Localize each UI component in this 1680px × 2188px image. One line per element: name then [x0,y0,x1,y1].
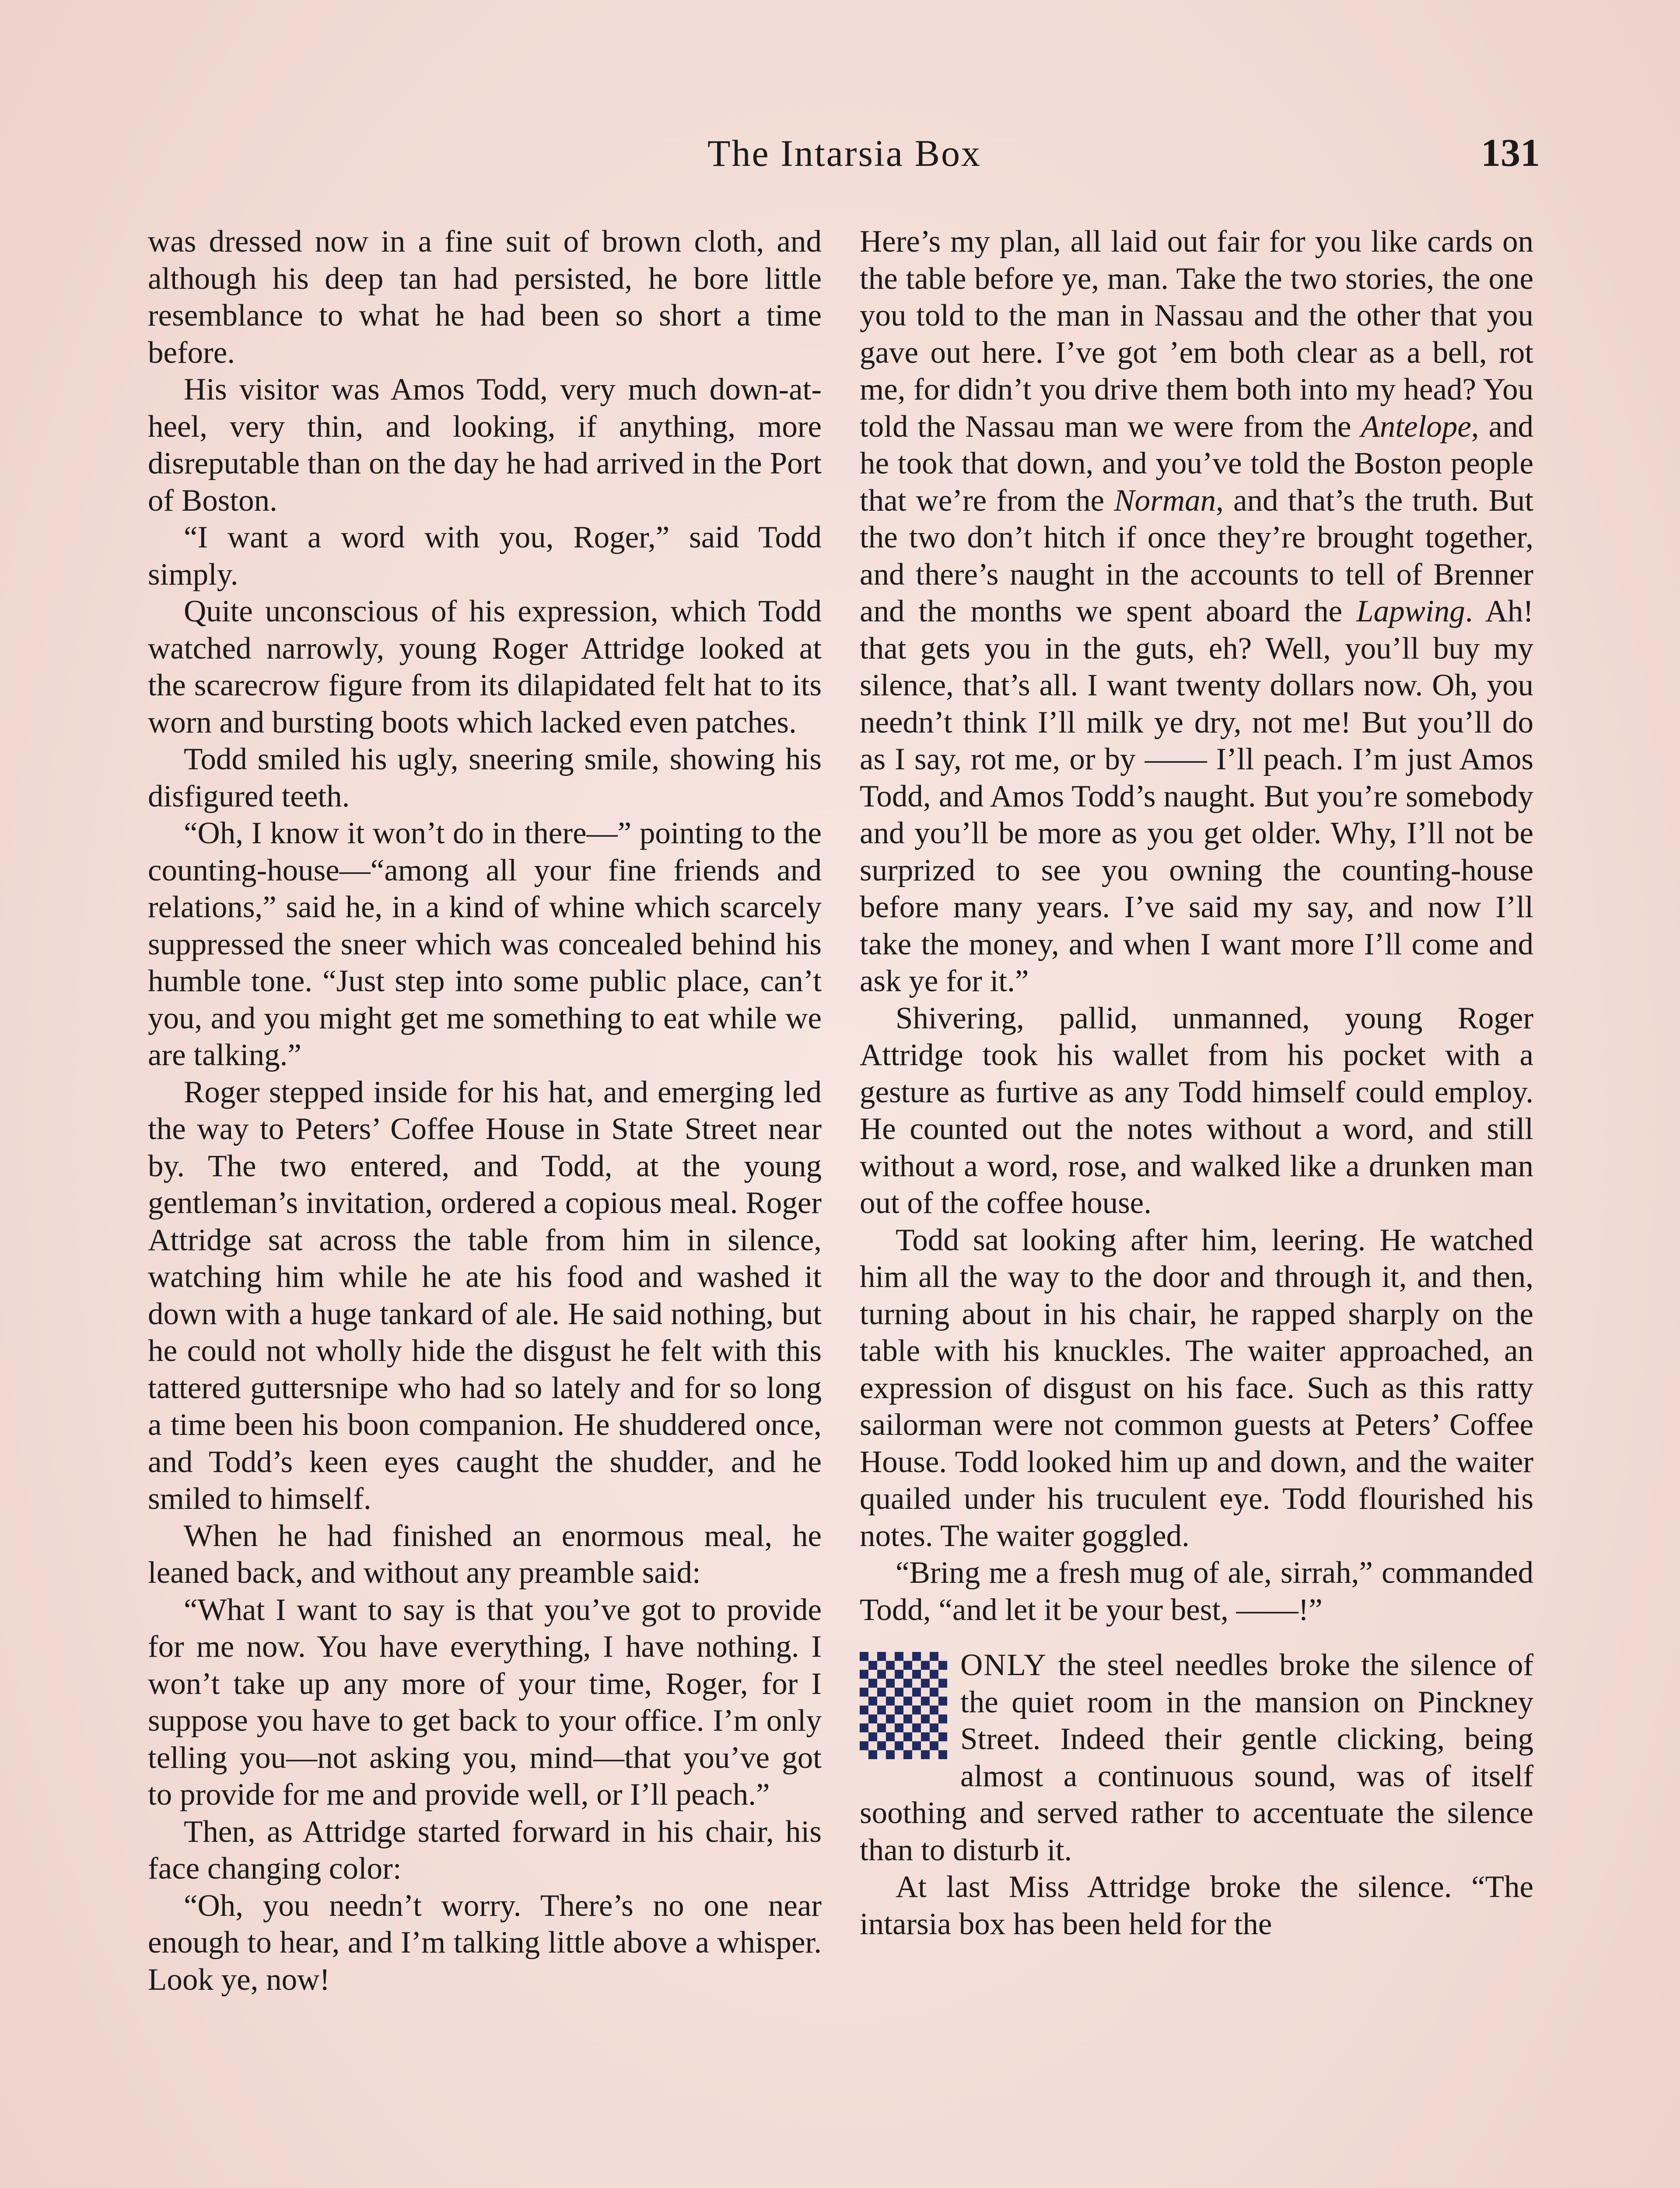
paragraph: “What I want to say is that you’ve got to provide for me now. You have everything, I have nothing. I won’t take up any more of your time, Roger, for I suppose you have to get back to your office. I’m only telling you—not asking you, mind—that you’ve got to provide for me and provide well, or I’ll peach.” [148,1592,822,1812]
paragraph: Then, as Attridge started forward in his chair, his face changing color: [148,1814,822,1886]
paragraph-continued [860,223,1533,1000]
paragraph: “I want a word with you, Roger,” said Todd simply. [148,520,822,592]
paragraph: At last Miss Attridge broke the silence. “The intarsia box has been held for the [860,1870,1533,1941]
ship-name: Antelope [1361,409,1471,444]
paragraph: Todd smiled his ugly, sneering smile, showing his disfigured teeth. [148,742,822,813]
running-title: The Intarsia Box [707,132,981,174]
checker-ornament-icon [860,1652,947,1759]
lead-word: ONLY [960,1648,1047,1682]
page-number: 131 [1481,131,1540,175]
text-run: . Ah! that gets you in the guts, eh? Well, you’ll buy my silence, that’s all. I want twenty dollars now. Oh, you needn’t think I’ll milk ye dry, not me! But you’ll do as I say, rot me, or by —— I’ll peach. I’m just Amos Todd, and Amos Todd’s naught. But you’re somebody and you’ll be more as you get older. Why, I’ll not be surprized to see you owning the counting-house before many years. I’ve said my say, and now I’ll take the money, and when I want more I’ll come and ask ye for it.” [860,594,1534,998]
paragraph: Roger stepped inside for his hat, and emerging led the way to Peters’ Coffee House in State Street near by. The two entered, and Todd, at the young gentleman’s invitation, ordered a copious meal. Roger Attridge sat across the table from him in silence, watching him while he ate his food and washed it down with a huge tankard of ale. He said nothing, but he could not wholly hide the disgust he felt with this tattered guttersnipe who had so lately and for so long a time been his boon companion. He shuddered once, and Todd’s keen eyes caught the shudder, and he smiled to himself. [148,1075,822,1516]
paragraph: “Bring me a fresh mug of ale, sirrah,” commanded Todd, “and let it be your best, ——!” [860,1556,1533,1627]
right-column [860,223,1533,1943]
paragraph: Quite unconscious of his expression, which Todd watched narrowly, young Roger Attridge looked at the scarecrow figure from its dilapidated felt hat to its worn and bursting boots which lacked even patches. [148,594,822,740]
section-break [860,1647,1533,1943]
paragraph: “Oh, I know it won’t do in there—” pointing to the counting-house—“among all your fine friends and relations,” said he, in a kind of whine which scarcely suppressed the sneer which was concealed behind his humble tone. “Just step into some public place, can’t you, and you might get me something to eat while we are talking.” [148,816,822,1072]
running-head [149,127,1540,184]
text-run: the steel needles broke the silence of the quiet room in the mansion on Pinckney Street. Indeed their gentle clicking, being almost a continuous sound, was of itself soothing and served rather to accentuate the silence than to disturb it. [860,1648,1533,1867]
text-run: , and that’s the truth. But the two don’t hitch if once they’re brought together, and there’s naught in the accounts to tell of Brenner and the months we spent aboard the [860,483,1533,628]
left-column [148,223,822,1998]
ship-name: Lapwing [1356,594,1465,628]
paragraph: was dressed now in a fine suit of brown cloth, and although his deep tan had persisted, he bore little resemblance to what he had been so short a time before. [148,224,822,370]
paragraph: When he had finished an enormous meal, he leaned back, and without any preamble said: [148,1518,822,1590]
paragraph: Todd sat looking after him, leering. He watched him all the way to the door and through it, and then, turning about in his chair, he rapped sharply on the table with his knuckles. The waiter approached, an expression of disgust on his face. Such as this ratty sailorman were not common guests at Peters’ Coffee House. Todd looked him up and down, and the waiter quailed under his truculent eye. Todd flourished his notes. The waiter goggled. [860,1223,1533,1553]
paragraph: Shivering, pallid, unmanned, young Roger Attridge took his wallet from his pocket with a gesture as furtive as any Todd himself could employ. He counted out the notes without a word, and still without a word, rose, and walked like a drunken man out of the coffee house. [860,1001,1533,1220]
ship-name: Norman [1114,483,1216,518]
section-opening-paragraph [860,1647,1533,1869]
text-run: , and he took that down, and you’ve told the Boston people that we’re from the [860,409,1533,518]
paragraph: “Oh, you needn’t worry. There’s no one near enough to hear, and I’m talking little above a whisper. Look ye, now! [148,1888,822,1997]
paragraph: His visitor was Amos Todd, very much down-at-heel, very thin, and looking, if anything, more disreputable than on the day he had arrived in the Port of Boston. [148,372,822,518]
text-run: Here’s my plan, all laid out fair for you like cards on the table before ye, man. Take the two stories, the one you told to the man in Nassau and the other that you gave out here. I’ve got ’em both clear as a bell, rot me, for didn’t you drive them both into my head? You told the Nassau man we were from the [860,224,1533,444]
